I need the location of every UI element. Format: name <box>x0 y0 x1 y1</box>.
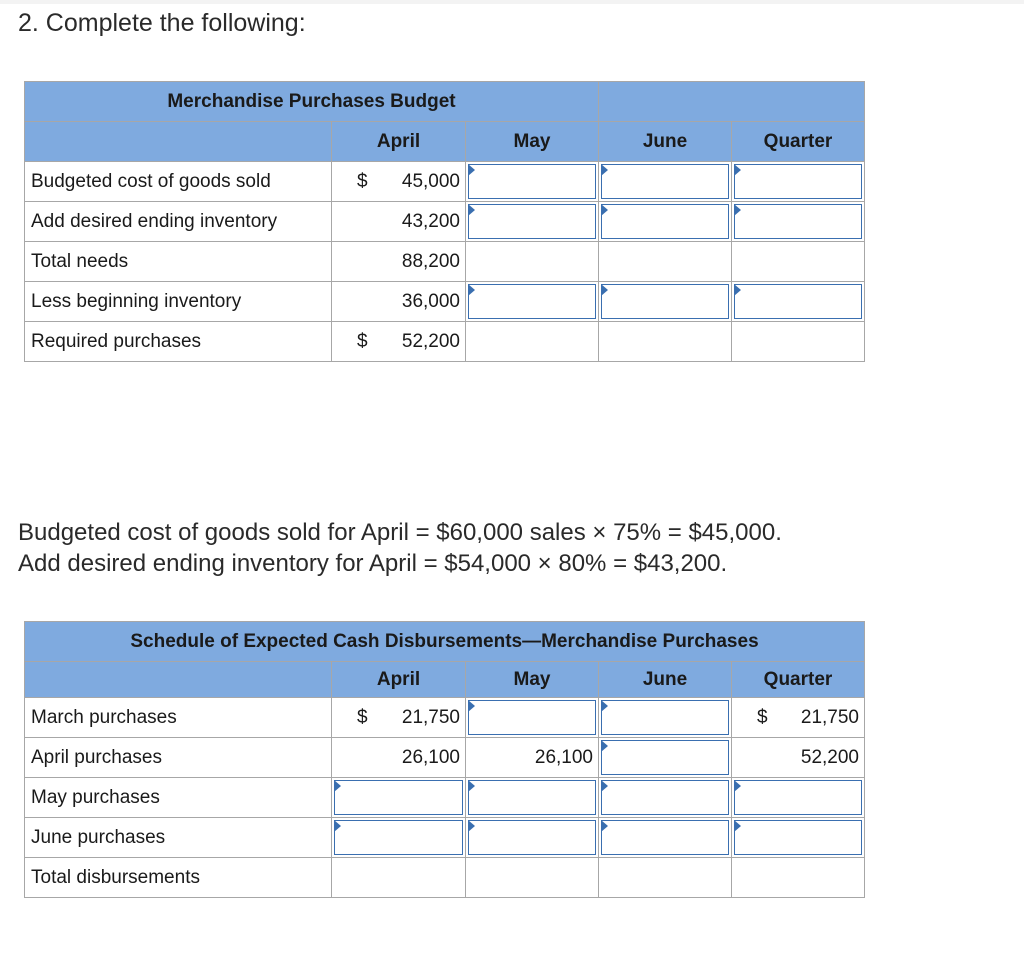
cell-marker-icon <box>734 204 741 216</box>
april-cell <box>332 858 466 898</box>
quarter-input[interactable] <box>732 282 865 322</box>
budget-row-total-needs <box>25 242 865 282</box>
cell-marker-icon <box>334 820 341 832</box>
june-cell <box>599 322 732 362</box>
cell-marker-icon <box>468 780 475 792</box>
note-line-2: Add desired ending inventory for April = $54,000 × 80% = $43,200. <box>18 550 728 577</box>
row-label: Total disbursements <box>25 858 332 898</box>
quarter-cell <box>732 322 865 362</box>
quarter-value: 52,200 <box>732 738 865 778</box>
cell-marker-icon <box>601 700 608 712</box>
budget-header-april: April <box>332 122 466 162</box>
june-input[interactable] <box>599 698 732 738</box>
cash-disbursements-schedule-table <box>24 621 865 898</box>
cell-marker-icon <box>601 740 608 752</box>
june-cell <box>599 858 732 898</box>
top-divider <box>0 0 1024 4</box>
schedule-header-blank <box>25 662 332 698</box>
april-value: 88,200 <box>332 242 466 282</box>
june-input[interactable] <box>599 738 732 778</box>
budget-title-filler <box>599 82 865 122</box>
budget-row-required-purchases <box>25 322 865 362</box>
schedule-row-total <box>25 858 865 898</box>
june-input[interactable] <box>599 818 732 858</box>
cell-marker-icon <box>334 780 341 792</box>
june-input[interactable] <box>599 162 732 202</box>
schedule-header-quarter: Quarter <box>732 662 865 698</box>
currency-symbol: $ <box>757 706 768 728</box>
may-input[interactable] <box>466 818 599 858</box>
row-label: Less beginning inventory <box>25 282 332 322</box>
cell-marker-icon <box>468 204 475 216</box>
quarter-value: $ 21,750 <box>732 698 865 738</box>
schedule-row-march <box>25 698 865 738</box>
currency-symbol: $ <box>357 706 368 728</box>
budget-row-beginning-inventory <box>25 282 865 322</box>
june-input[interactable] <box>599 202 732 242</box>
cell-marker-icon <box>601 820 608 832</box>
cell-marker-icon <box>734 820 741 832</box>
note-line-1: Budgeted cost of goods sold for April = $60,000 sales × 75% = $45,000. <box>18 519 782 546</box>
cell-marker-icon <box>468 820 475 832</box>
may-value: 26,100 <box>466 738 599 778</box>
cell-marker-icon <box>468 700 475 712</box>
row-label: Add desired ending inventory <box>25 202 332 242</box>
cell-marker-icon <box>601 780 608 792</box>
cell-marker-icon <box>734 284 741 296</box>
april-value: $ 45,000 <box>332 162 466 202</box>
cell-marker-icon <box>468 284 475 296</box>
schedule-row-april <box>25 738 865 778</box>
row-label: March purchases <box>25 698 332 738</box>
explanation-note <box>18 517 782 579</box>
budget-row-cogs <box>25 162 865 202</box>
may-input[interactable] <box>466 778 599 818</box>
may-input[interactable] <box>466 698 599 738</box>
april-input[interactable] <box>332 778 466 818</box>
cell-marker-icon <box>468 164 475 176</box>
budget-header-june: June <box>599 122 732 162</box>
april-value: $ 21,750 <box>332 698 466 738</box>
cell-marker-icon <box>734 164 741 176</box>
cell-marker-icon <box>601 284 608 296</box>
cell-marker-icon <box>601 164 608 176</box>
june-cell <box>599 242 732 282</box>
may-cell <box>466 322 599 362</box>
quarter-cell <box>732 242 865 282</box>
merchandise-purchases-budget-table <box>24 81 865 362</box>
may-input[interactable] <box>466 202 599 242</box>
june-input[interactable] <box>599 778 732 818</box>
quarter-input[interactable] <box>732 818 865 858</box>
row-label: Total needs <box>25 242 332 282</box>
april-input[interactable] <box>332 818 466 858</box>
budget-row-ending-inventory <box>25 202 865 242</box>
budget-title: Merchandise Purchases Budget <box>25 82 599 122</box>
schedule-header-april: April <box>332 662 466 698</box>
schedule-row-june <box>25 818 865 858</box>
question-heading: 2. Complete the following: <box>18 9 306 37</box>
quarter-input[interactable] <box>732 778 865 818</box>
row-label: Budgeted cost of goods sold <box>25 162 332 202</box>
schedule-row-may <box>25 778 865 818</box>
quarter-input[interactable] <box>732 162 865 202</box>
may-input[interactable] <box>466 282 599 322</box>
currency-symbol: $ <box>357 170 368 192</box>
schedule-header-may: May <box>466 662 599 698</box>
april-value: 43,200 <box>332 202 466 242</box>
may-cell <box>466 242 599 282</box>
april-value: $ 52,200 <box>332 322 466 362</box>
april-value: 26,100 <box>332 738 466 778</box>
may-cell <box>466 858 599 898</box>
row-label: Required purchases <box>25 322 332 362</box>
row-label: April purchases <box>25 738 332 778</box>
may-input[interactable] <box>466 162 599 202</box>
row-label: June purchases <box>25 818 332 858</box>
cell-marker-icon <box>734 780 741 792</box>
june-input[interactable] <box>599 282 732 322</box>
budget-header-quarter: Quarter <box>732 122 865 162</box>
budget-header-blank <box>25 122 332 162</box>
quarter-input[interactable] <box>732 202 865 242</box>
budget-header-may: May <box>466 122 599 162</box>
cell-marker-icon <box>601 204 608 216</box>
schedule-header-june: June <box>599 662 732 698</box>
schedule-title: Schedule of Expected Cash Disbursements—Merchandise Purchases <box>25 622 865 662</box>
row-label: May purchases <box>25 778 332 818</box>
quarter-cell <box>732 858 865 898</box>
currency-symbol: $ <box>357 330 368 352</box>
april-value: 36,000 <box>332 282 466 322</box>
